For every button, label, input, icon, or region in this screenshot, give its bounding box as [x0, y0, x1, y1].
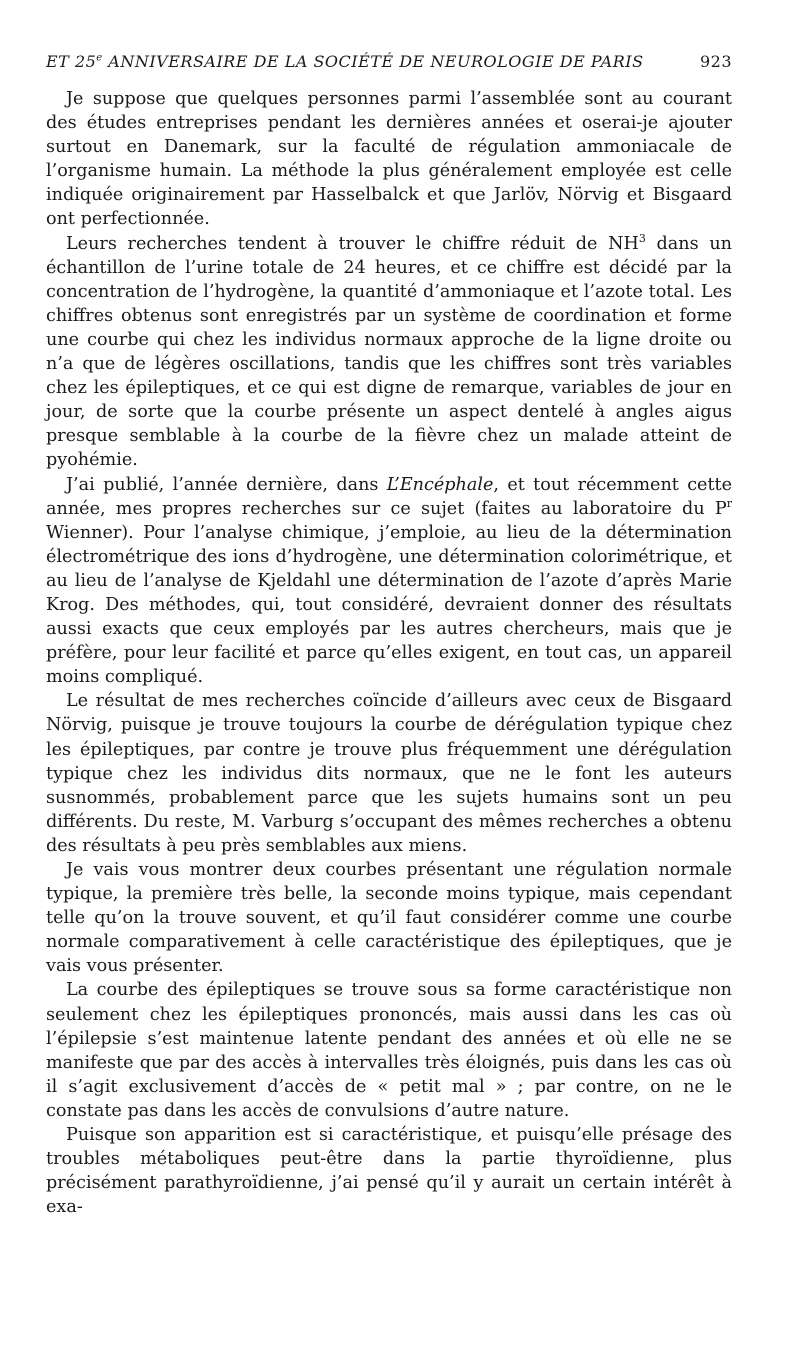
running-header — [46, 52, 732, 71]
page-number: 923 — [699, 52, 732, 71]
paragraph-3: J’ai publié, l’année dernière, dans L’Encéphale, et tout récemment cette année, mes propres recherches sur ce sujet (faites au laboratoire du $P^r$ Wienner). Pour l’analyse chimique, j’emploie, au lieu de la détermination électrométrique des ions d’hydrogène, une détermination colorimétrique, et au lieu de l’analyse de Kjeldahl une détermination de l’azote d’après Marie Krog. Des méthodes, qui, tout considéré, devraient donner des résultats aussi exacts que ceux employés par les autres chercheurs, mais que je préfère, pour leur facilité et parce qu’elles exigent, en tout cas, un appareil moins compliqué. — [46, 474, 733, 688]
paragraph-6: La courbe des épileptiques se trouve sous sa forme caractéristique non seulement chez les épileptiques prononcés, mais aussi dans les cas où l’épilepsie s’est maintenue latente pendant des années et où elle ne se manifeste que par des accès à intervalles très éloignés, puis dans les cas où il s’agit exclusivement d’accès de « petit mal » ; par contre, on ne le constate pas dans les accès de convulsions d’autre nature. — [46, 980, 732, 1121]
paragraph-7: Puisque son apparition est si caractéristique, et puisqu’elle présage des troubles métaboliques peut-être dans la partie thyroïdienne, plus précisément parathyroïdienne, j’ai pensé qu’il y aurait un certain intérêt à exa- — [46, 1125, 732, 1218]
journal-title: L’Encéphale — [386, 474, 494, 495]
paragraph-4: Le résultat de mes recherches coïncide d’ailleurs avec ceux de Bisgaard Nörvig, puisque je trouve toujours la courbe de dérégulation typique chez les épileptiques, par contre je trouve plus fréquemment une dérégulation typique chez les individus dits normaux, que ne le font les auteurs susnommés, probablement parce que les sujets humains sont un peu différents. Du reste, M. Varburg s’occupant des mêmes recherches a obtenu des résultats à peu près semblables aux miens. — [46, 691, 732, 856]
running-title: ET 25e ANNIVERSAIRE DE LA SOCIÉTÉ DE NEUROLOGIE DE PARIS — [46, 52, 644, 71]
paragraph-1: Je suppose que quelques personnes parmi l’assemblée sont au courant des études entreprises pendant les dernières années et oserai-je ajouter surtout en Danemark, sur la faculté de régulation ammoniacale de l’organisme humain. La méthode la plus généralement employée est celle indiquée originairement par Hasselbalck et que Jarlöv, Nörvig et Bisgaard ont perfectionnée. — [46, 89, 732, 230]
paragraph-2: Leurs recherches tendent à trouver le chiffre réduit de $NH^3$ dans un échantillon de l’urine totale de 24 heures, et ce chiffre est décidé par la concentration de l’hydrogène, la quantité d’ammoniaque et l’azote total. Les chiffres obtenus sont enregistrés par un système de coordination et forme une courbe qui chez les individus normaux approche de la ligne droite ou n’a que de légères oscillations, tandis que les chiffres sont très variables chez les épileptiques, et ce qui est digne de remarque, variables de jour en jour, de sorte que la courbe présente un aspect dentelé à angles aigus presque semblable à la courbe de la fièvre chez un malade atteint de pyohémie. — [46, 231, 732, 471]
paragraph-5: Je vais vous montrer deux courbes présentant une régulation normale typique, la première très belle, la seconde moins typique, mais cependant telle qu’on la trouve souvent, et qu’il faut considérer comme une courbe normale comparativement à celle caractéristique des épileptiques, que je vais vous présenter. — [46, 860, 732, 977]
